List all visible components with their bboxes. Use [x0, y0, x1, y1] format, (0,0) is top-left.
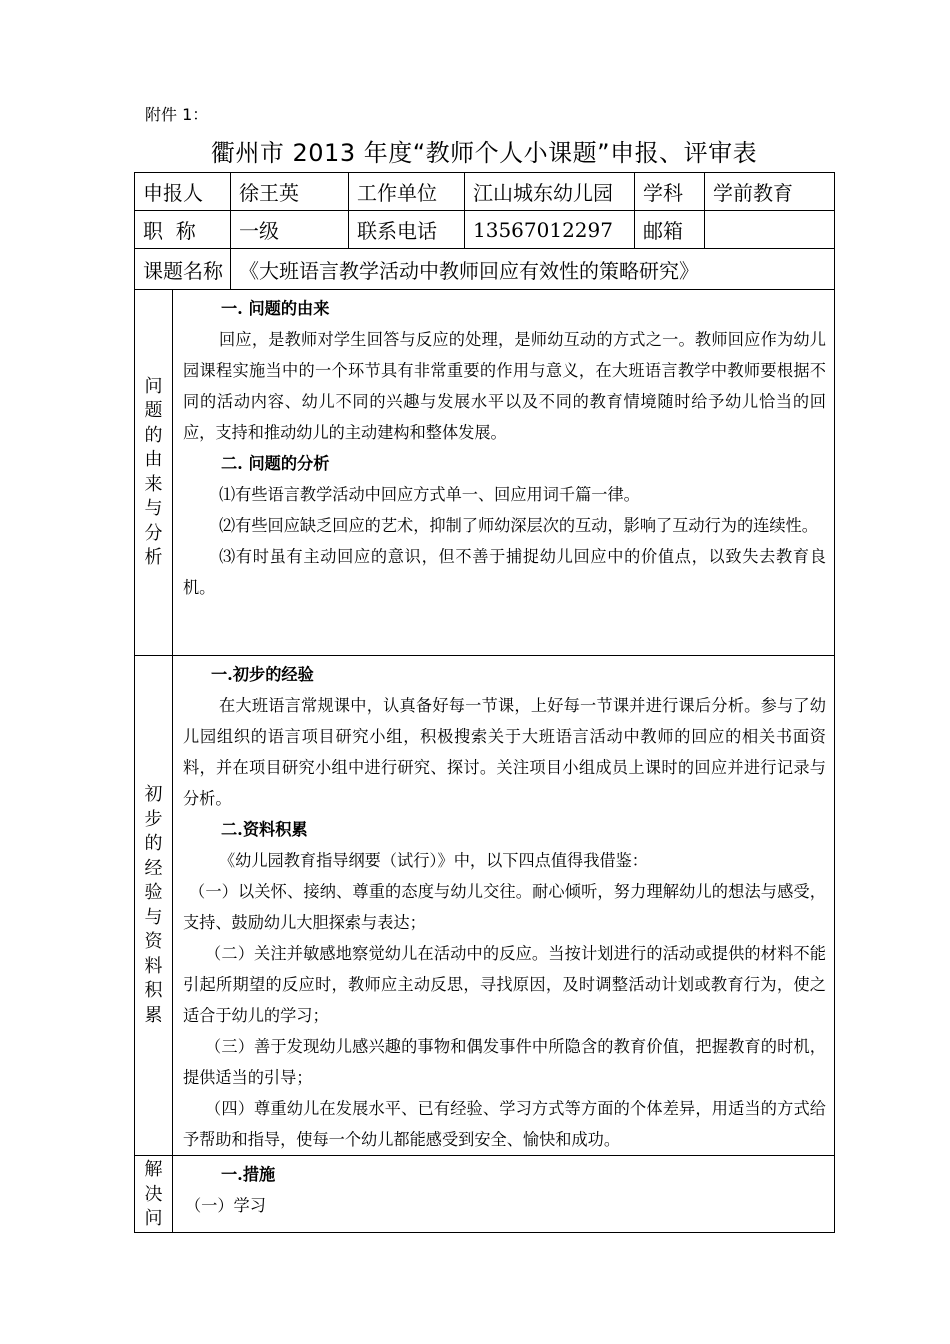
section1-heading-1: 一. 问题的由来: [221, 299, 330, 318]
section2-para-6: （四）尊重幼儿在发展水平、已有经验、学习方式等方面的个体差异，用适当的方式给予帮助和指导，使每一个幼儿都能感受到安全、愉快和成功。: [183, 1099, 826, 1149]
section3-heading-1: 一.措施: [221, 1165, 276, 1184]
section2-side-text: 初步的经验与资料积累: [144, 784, 163, 1026]
phone-label: 联系电话: [349, 211, 465, 249]
application-form: [134, 172, 835, 1233]
topic-value: 《大班语言教学活动中教师回应有效性的策略研究》: [231, 249, 835, 290]
section2-heading-1: 一.初步的经验: [211, 665, 314, 684]
rank-value: 一级: [231, 211, 349, 249]
section3-side-text: 解决问: [144, 1159, 163, 1229]
email-label: 邮箱: [635, 211, 705, 249]
applicant-label: 申报人: [135, 173, 231, 211]
section2-heading-2: 二.资料积累: [221, 820, 308, 839]
unit-label: 工作单位: [349, 173, 465, 211]
attachment-label: 附件 1：: [145, 105, 209, 124]
section1-content: [173, 290, 835, 656]
section3-side-label: [135, 1156, 173, 1233]
section1-side-label: [135, 290, 173, 656]
section2-para-1: 在大班语言常规课中，认真备好每一节课，上好每一节课并进行课后分析。参与了幼儿园组织的语言项目研究小组，积极搜索关于大班语言活动中教师的回应的相关书面资料，并在项目研究小组中进行研究、探讨。关注项目小组成员上课时的回应并进行记录与分析。: [183, 696, 826, 808]
email-value: [705, 211, 835, 249]
unit-value: 江山城东幼儿园: [465, 173, 635, 211]
rank-label: 职 称: [135, 211, 231, 249]
applicant-value: 徐王英: [231, 173, 349, 211]
section2-para-4: （二）关注并敏感地察觉幼儿在活动中的反应。当按计划进行的活动或提供的材料不能引起所期望的反应时，教师应主动反思，寻找原因，及时调整活动计划或教育行为，使之适合于幼儿的学习；: [183, 944, 826, 1025]
phone-value: 13567012297: [465, 211, 635, 249]
section2-content: [173, 656, 835, 1156]
subject-value: 学前教育: [705, 173, 835, 211]
section1-para-1: 回应，是教师对学生回答与反应的处理，是师幼互动的方式之一。教师回应作为幼儿园课程实施当中的一个环节具有非常重要的作用与意义，在大班语言教学中教师要根据不同的活动内容、幼儿不同的兴趣与发展水平以及不同的教育情境随时给予幼儿恰当的回应，支持和推动幼儿的主动建构和整体发展。: [183, 330, 826, 442]
section2-side-label: [135, 656, 173, 1156]
section3-content: [173, 1156, 835, 1233]
section1-para-4: ⑶有时虽有主动回应的意识，但不善于捕捉幼儿回应中的价值点，以致失去教育良机。: [183, 547, 826, 597]
section1-para-3: ⑵有些回应缺乏回应的艺术，抑制了师幼深层次的互动，影响了互动行为的连续性。: [219, 516, 818, 535]
topic-label: 课题名称: [135, 249, 231, 290]
section2-para-3: （一）以关怀、接纳、尊重的态度与幼儿交往。耐心倾听，努力理解幼儿的想法与感受，支持、鼓励幼儿大胆探索与表达；: [183, 882, 826, 932]
form-title: 衢州市 2013 年度“教师个人小课题”申报、评审表: [210, 139, 758, 167]
section3-para-1: （一）学习: [185, 1196, 266, 1215]
subject-label: 学科: [635, 173, 705, 211]
section2-para-2: 《幼儿园教育指导纲要（试行）》中，以下四点值得我借鉴：: [219, 851, 648, 870]
section1-heading-2: 二. 问题的分析: [221, 454, 330, 473]
section1-para-2: ⑴有些语言教学活动中回应方式单一、回应用词千篇一律。: [219, 485, 640, 504]
section2-para-5: （三）善于发现幼儿感兴趣的事物和偶发事件中所隐含的教育价值，把握教育的时机，提供适当的引导；: [183, 1037, 826, 1087]
section1-side-text: 问题的由来与分析: [144, 375, 163, 568]
